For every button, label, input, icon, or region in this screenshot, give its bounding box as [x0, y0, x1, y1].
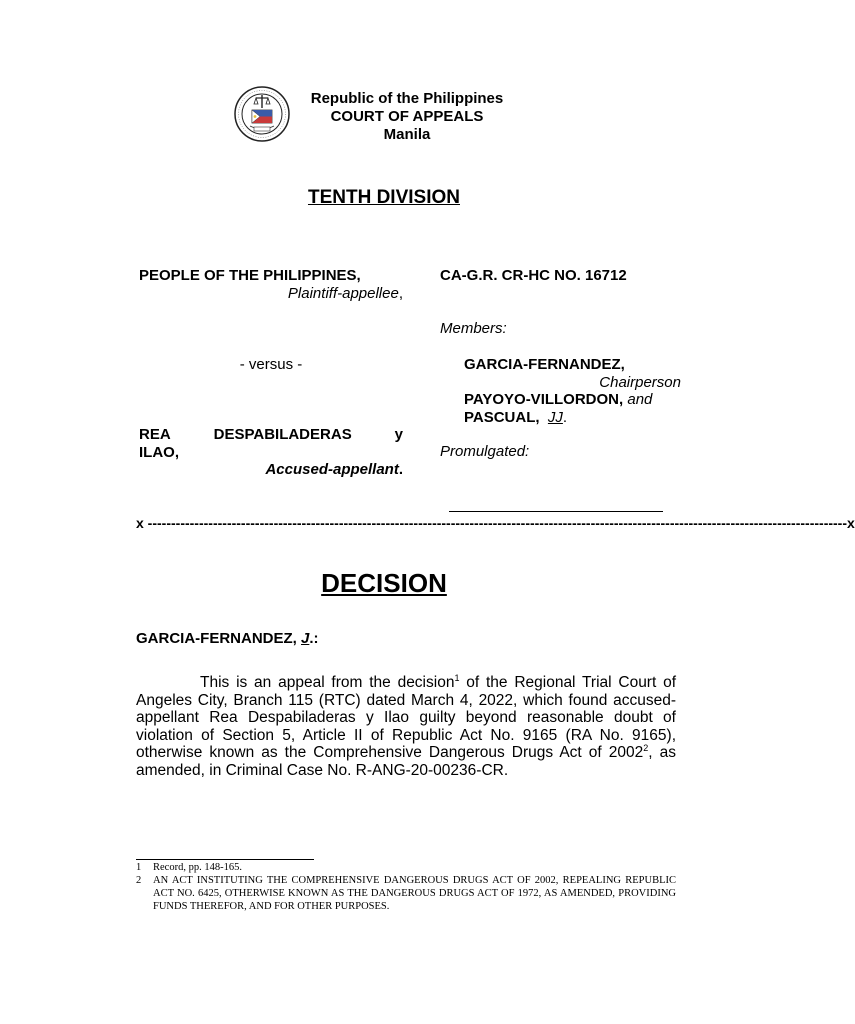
caption-separator: [136, 515, 855, 531]
accused-role-suffix: .: [398, 461, 403, 478]
footnote: [136, 861, 676, 874]
separator-right-x: x: [847, 515, 855, 531]
ponente-title: J: [301, 630, 310, 647]
member-3: [464, 409, 567, 427]
body-text-2: of the Regional Trial Court of Angeles City, Branch 115 (RTC) dated March 4, 2022, which found accused-appellant Rea Despabiladeras y Ilao guilty beyond reasonable doubt of violation of Section 5, Article II of Republic Act No. 9165 (RA No. 9165), otherwise known as the Comprehensive Dangerous Drugs Act of 2002: [136, 674, 676, 762]
accused-word-4: ILAO,: [139, 444, 179, 461]
accused-word-1: REA: [139, 426, 171, 443]
ponente-suffix: .:: [309, 630, 319, 647]
court-seal-icon: [234, 86, 290, 142]
plaintiff-role-text: Plaintiff-appellee: [287, 285, 399, 302]
case-number: CA-G.R. CR-HC NO. 16712: [440, 267, 627, 284]
member-1-title: Chairperson: [599, 374, 681, 391]
plaintiff-role-suffix: ,: [398, 285, 403, 302]
separator-dashes: ------------------------------------------------------------------------------------------------------------------------------------------------------: [143, 515, 848, 531]
header-city: Manila: [383, 126, 431, 143]
versus-label: - versus -: [239, 356, 303, 373]
footnote-ref-1[interactable]: 1: [454, 672, 460, 683]
member-2-name: PAYOYO-VILLORDON,: [464, 391, 624, 408]
division-title: TENTH DIVISION: [307, 187, 460, 208]
member-1: GARCIA-FERNANDEZ,: [464, 356, 625, 373]
decision-body-paragraph: [136, 674, 676, 780]
member-2-suffix: and: [627, 391, 653, 408]
accused-word-3: y: [394, 426, 403, 443]
footnote-text: AN ACT INSTITUTING THE COMPREHENSIVE DANGEROUS DRUGS ACT OF 2002, REPEALING REPUBLIC ACT NO. 6425, OTHERWISE KNOWN AS THE DANGEROUS DRUGS ACT OF 1972, AS AMENDED, PROVIDING FUNDS THEREFOR, AND FOR OTHER PURPOSES.: [153, 875, 676, 912]
promulgation-date-line: [449, 511, 663, 512]
members-label: Members:: [440, 320, 507, 337]
footnote-text: Record, pp. 148-165.: [153, 862, 242, 873]
member-3-name: PASCUAL,: [464, 409, 540, 426]
member-3-title: JJ: [547, 409, 563, 426]
body-text-1: This is an appeal from the decision: [200, 674, 455, 691]
accused-word-2: DESPABILADERAS: [213, 426, 352, 443]
footnote: [136, 874, 676, 913]
court-header: [292, 90, 522, 144]
ponente-name: GARCIA-FERNANDEZ,: [136, 630, 297, 647]
accused-role: [139, 461, 403, 479]
accused-name: [139, 426, 403, 462]
promulgated-label: Promulgated:: [440, 443, 530, 460]
footnotes: [136, 861, 676, 913]
footnote-divider: [136, 859, 314, 860]
decision-title: DECISION: [321, 568, 447, 598]
member-3-suffix: .: [562, 409, 568, 426]
footnote-number: 2: [136, 875, 142, 886]
body-text-3: , as amended, in Criminal Case No. R-ANG-20-00236-CR.: [136, 744, 676, 779]
footnote-number: 1: [136, 862, 142, 873]
header-court: COURT OF APPEALS: [330, 108, 484, 125]
member-2: [464, 391, 652, 409]
footnote-ref-2[interactable]: 2: [643, 743, 649, 754]
accused-role-text: Accused-appellant: [265, 461, 399, 478]
plaintiff-role: [139, 285, 403, 303]
plaintiff-name: PEOPLE OF THE PHILIPPINES,: [139, 267, 361, 284]
separator-left-x: x: [136, 515, 144, 531]
header-republic: Republic of the Philippines: [310, 90, 504, 107]
ponente-line: [136, 630, 319, 647]
